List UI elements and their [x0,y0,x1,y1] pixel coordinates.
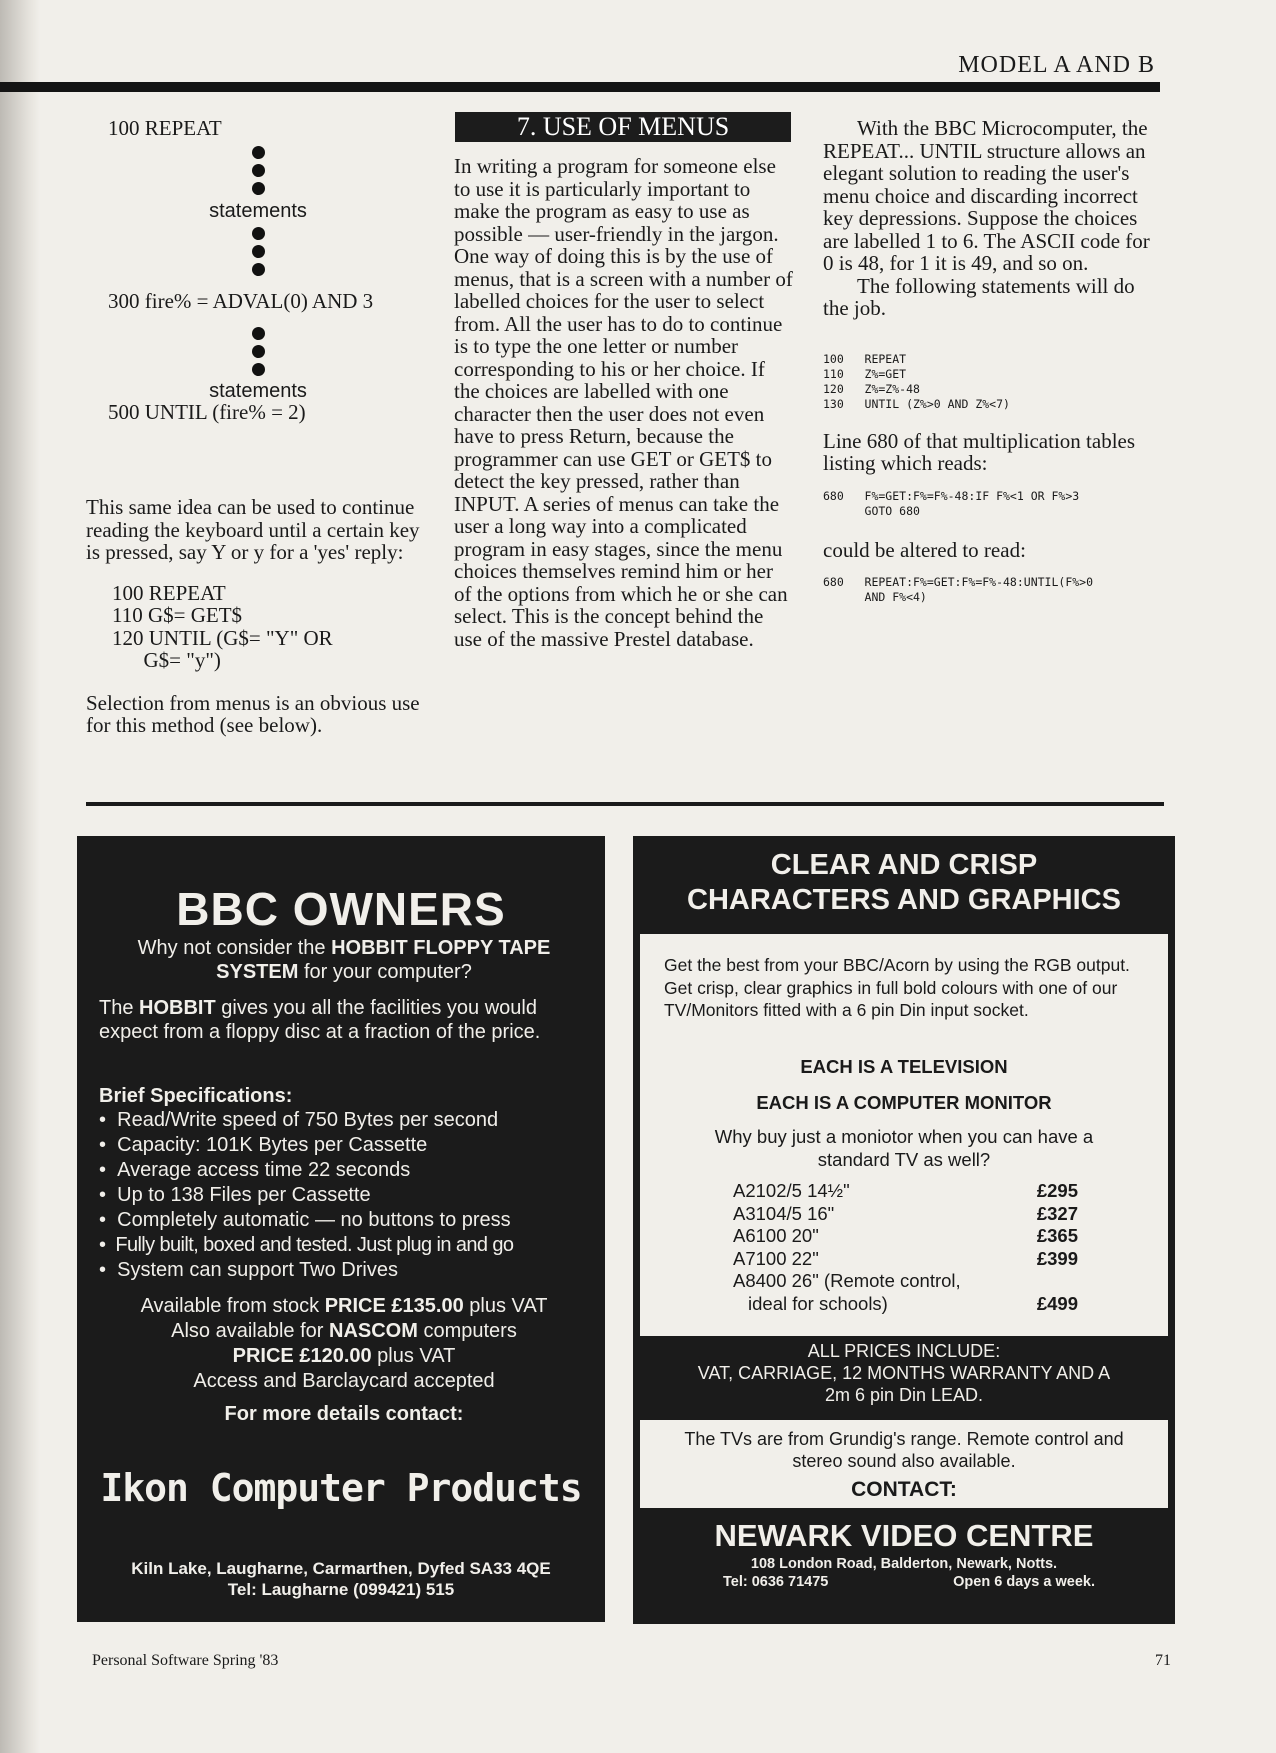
price-row [733,1225,1078,1248]
include-line: ALL PRICES INCLUDE: [807,1341,1001,1361]
code-block [823,489,1163,519]
price: £399 [1036,1247,1078,1269]
price: £327 [1036,1202,1078,1224]
advert-heading [633,848,1175,918]
advert-intro [99,936,589,984]
section-rule [86,802,1164,806]
company-logo: Ikon Computer Products [100,1466,582,1510]
desc-text: gives you all the facilities you would expect from a floppy disc at a fraction of the price. [99,997,541,1043]
dot-icon [252,164,265,177]
spec-item: • Read/Write speed of 750 Bytes per second [99,1109,499,1131]
price-row [733,1270,1078,1293]
model: A2102/5 14½" [733,1180,850,1201]
company-contact [723,1574,1095,1590]
dot-icon [252,363,265,376]
paragraph: Selection from menus is an obvious use for this method (see below). [86,690,420,737]
nascom-line [99,1319,589,1344]
paragraph: This same idea can be used to continue reading the keyboard until a certain key is pressed, say Y or y for a 'yes' reply: [86,495,420,564]
column-2 [454,155,794,650]
opening-hours: Open 6 days a week. [953,1574,1095,1590]
nascom: NASCOM [329,1320,418,1342]
statements-label: statements [209,199,307,222]
footer-publication: Personal Software Spring '83 [92,1652,279,1669]
spec-item: • Up to 138 Files per Cassette [99,1184,371,1206]
include-line: VAT, CARRIAGE, 12 MONTHS WARRANTY AND A [697,1363,1111,1383]
spec-text: Fully built, boxed and tested. Just plug in and go [115,1234,514,1256]
pricing-block [99,1294,589,1427]
spec-item: • Average access time 22 seconds [99,1159,411,1181]
page-gutter-shadow [0,0,40,1753]
spec-text: Completely automatic — no buttons to press [117,1209,511,1231]
availability [99,1294,589,1319]
price-row [733,1180,1078,1203]
code-line: 120 Z%=Z%-48 [823,381,920,396]
dot-icon [252,345,265,358]
code-line-300: 300 fire% = ADVAL(0) AND 3 [108,289,374,313]
code-line: 680 REPEAT:F%=GET:F%=F%-48:UNTIL(F%>0 [823,575,1094,589]
spec-item: • Completely automatic — no buttons to press [99,1209,511,1231]
advert-description [99,996,589,1044]
model: A8400 26" (Remote control, [733,1270,961,1291]
ellipsis-dots-1 [108,146,408,277]
price-text: plus VAT [371,1345,456,1367]
tagline-monitor: EACH IS A COMPUTER MONITOR [756,1092,1052,1113]
paragraph: Line 680 of that multiplication tables listing which reads: [823,428,1136,475]
price-includes [633,1340,1175,1406]
price-row [733,1248,1078,1271]
company-address: 108 London Road, Balderton, Newark, Notts. [750,1556,1058,1572]
model: A3104/5 16" [733,1202,835,1224]
advert-title: BBC OWNERS [176,883,506,935]
hobbit-advert [77,836,605,1622]
payment-cards: Access and Barclaycard accepted [193,1370,495,1392]
intro-text: Why not consider the [137,937,332,959]
code-line: 680 F%=GET:F%=F%-48:IF F%<1 OR F%>3 [823,488,1080,503]
spec-text: Read/Write speed of 750 Bytes per second [117,1109,499,1131]
dot-icon [252,245,265,258]
code-line: AND F%<4) [823,590,927,604]
spec-item: • System can support Two Drives [99,1259,398,1281]
code-line-500: 500 UNTIL (fire% = 2) [108,399,306,424]
code-block [823,575,1163,605]
spec-list [99,1108,589,1283]
code-block [112,582,436,672]
price: PRICE £120.00 [232,1345,372,1367]
spec-text: System can support Two Drives [117,1259,398,1281]
heading-line: CHARACTERS AND GRAPHICS [687,884,1121,916]
model: ideal for schools) [748,1292,888,1314]
spec-item: • Capacity: 101K Bytes per Cassette [99,1134,428,1156]
dot-icon [252,227,265,240]
dot-icon [252,327,265,340]
also-text: Also available for [171,1320,330,1342]
avail-text: plus VAT [463,1295,548,1317]
include-line: 2m 6 pin Din LEAD. [824,1385,984,1405]
price-row [733,1203,1078,1226]
avail-text: Available from stock [140,1295,325,1317]
contact-label: CONTACT: [851,1478,957,1501]
intro-text: for your computer? [298,961,472,983]
paragraph: The following statements will do the job. [823,273,1135,320]
heading-line: CLEAR AND CRISP [770,849,1038,881]
desc-text: The [99,997,140,1019]
price: £365 [1036,1225,1078,1246]
company-name: NEWARK VIDEO CENTRE [714,1518,1094,1553]
header-rule [0,82,1160,92]
code-line: 110 Z%=GET [823,366,907,381]
price: £295 [1036,1180,1078,1201]
contact-panel [640,1420,1168,1508]
dot-icon [252,146,265,159]
code-line: G$= "y") [112,648,221,672]
nascom-price [99,1344,589,1369]
telephone: Tel: 0636 71475 [723,1574,829,1590]
paragraph: could be altered to read: [823,537,1026,562]
paragraph: In writing a program for someone else to use it is particularly important to make the program as easy to use as possible — user-friendly in the jargon. One way of doing this is by the use of menus, that is a screen with a number of labelled choices for the user to select from. All the user has to do to continue is to type the one letter or number corresponding to his or her choice. If the choices are labelled with one character then the user does not even have to press Return, because the programmer can use GET or GET$ to detect the key pressed, rather than INPUT. A series of menus can take the user a long way into a complicated program in easy stages, since the menu choices themselves remind him or her of the options from which he or she can select. This is the concept behind the use of the massive Prestel database. [454,154,793,651]
page-number: 71 [1155,1652,1171,1669]
model: A7100 22" [733,1247,819,1269]
company-address [77,1558,605,1600]
product-name: HOBBIT FLOPPY TAPE SYSTEM [216,937,551,983]
code-line-100: 100 REPEAT [108,116,222,140]
also-text: computers [417,1320,517,1342]
dot-icon [252,263,265,276]
newark-advert [633,836,1175,1624]
spec-text: Average access time 22 seconds [117,1159,411,1181]
tagline-tv: EACH IS A TELEVISION [800,1056,1008,1077]
running-header: MODEL A AND B [958,52,1155,78]
column-1-text [86,496,436,737]
paragraph: With the BBC Microcomputer, the REPEAT... UNTIL structure allows an elegant solution to reading the user's menu choice and discarding incorrect key depressions. Suppose the choices are labelled 1 to 6. The ASCII code for 0 is 48, for 1 it is 49, and so on. [823,116,1150,275]
spec-text: Capacity: 101K Bytes per Cassette [117,1134,428,1156]
price-row [733,1293,1078,1316]
section-heading: 7. USE OF MENUS [455,112,791,142]
price-list [733,1180,1078,1315]
code-line: GOTO 680 [823,503,920,518]
grundig-note: The TVs are from Grundig's range. Remote control and stereo sound also available. [684,1429,1124,1471]
product-name: HOBBIT [139,997,216,1019]
intro-text: Get the best from your BBC/Acorn by using the RGB output. Get crisp, clear graphics in full bold colours with one of our TV/Monitors fitted with a 6 pin Din input socket. [664,955,1130,1020]
dot-icon [252,182,265,195]
why-text: Why buy just a moniotor when you can have a standard TV as well? [714,1126,1094,1170]
telephone: Tel: Laugharne (099421) 515 [227,1580,455,1599]
ellipsis-dots-2 [108,327,408,401]
spec-item: • Fully built, boxed and tested. Just plug in and go [99,1234,514,1256]
code-line: 110 G$= GET$ [112,603,243,627]
price: £499 [1036,1292,1078,1314]
price: PRICE £135.00 [324,1295,464,1317]
product-panel [640,934,1168,1336]
code-line: 100 REPEAT [823,351,907,366]
contact-label: For more details contact: [224,1403,464,1425]
address-line: Kiln Lake, Laugharne, Carmarthen, Dyfed SA33 4QE [131,1559,551,1578]
column-1 [108,117,433,423]
code-line: 130 UNTIL (Z%>0 AND Z%<7) [823,396,1010,411]
spec-heading: Brief Specifications: [99,1085,293,1107]
statements-label: statements [209,379,307,402]
code-block [823,352,1163,412]
code-line: 120 UNTIL (G$= "Y" OR [112,625,333,650]
code-line: 100 REPEAT [112,580,226,605]
spec-text: Up to 138 Files per Cassette [117,1184,371,1206]
column-3 [823,117,1163,605]
model: A6100 20" [733,1225,819,1246]
